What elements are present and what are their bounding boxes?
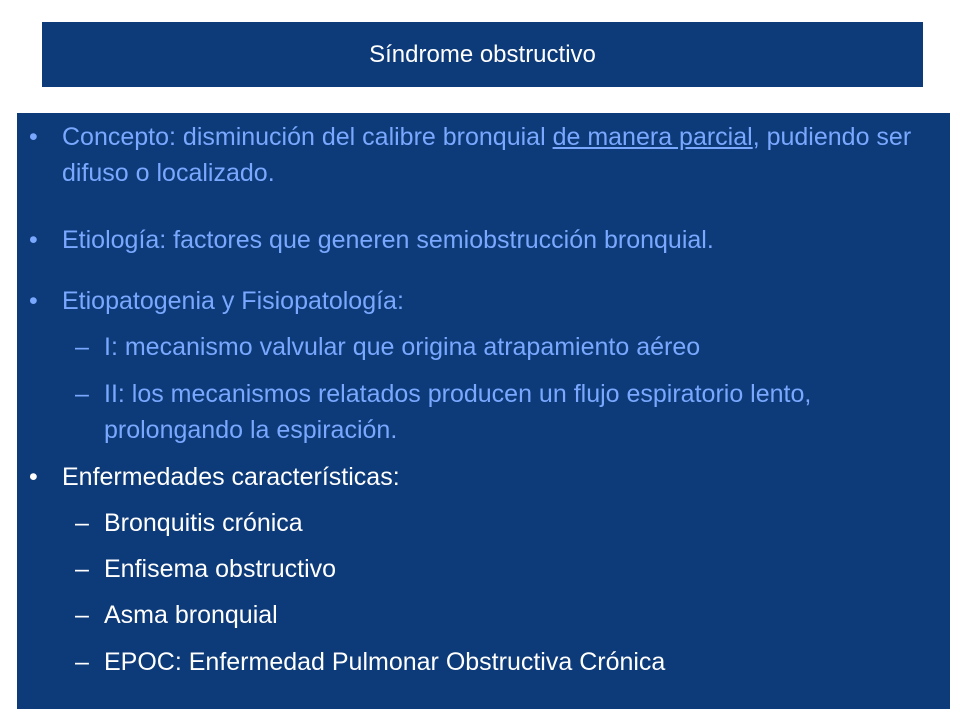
disease-item-enfisema	[17, 551, 932, 587]
disease-item-bronquitis	[17, 505, 932, 541]
concepto-underlined-text: de manera parcial	[552, 123, 753, 151]
dash-marker: –	[75, 333, 89, 361]
slide-title: Síndrome obstructivo	[369, 40, 596, 68]
dash-marker: –	[75, 648, 89, 676]
sub-bullet-I	[17, 329, 932, 365]
bullet-marker: •	[29, 463, 38, 491]
disease-item-text: Asma bronquial	[104, 601, 278, 629]
bullet-etiologia	[17, 222, 932, 258]
bullet-marker: •	[29, 123, 38, 151]
disease-item-asma	[17, 597, 932, 633]
sub-bullet-II	[17, 376, 932, 448]
bullet-marker: •	[29, 287, 38, 315]
bullet-etiologia-text: Etiología: factores que generen semiobstrucción bronquial.	[62, 226, 714, 254]
disease-item-text: EPOC: Enfermedad Pulmonar Obstructiva Crónica	[104, 648, 666, 676]
bullet-marker: •	[29, 226, 38, 254]
disease-item-text: Enfisema obstructivo	[104, 555, 337, 583]
disease-item-text: Bronquitis crónica	[104, 509, 303, 537]
concepto-text-end: , pudiendo ser difuso o localizado.	[62, 123, 912, 187]
dash-marker: –	[75, 380, 89, 408]
bullet-etiopatogenia-text: Etiopatogenia y Fisiopatología:	[62, 287, 404, 315]
dash-marker: –	[75, 509, 89, 537]
content-panel	[17, 113, 950, 709]
disease-item-epoc	[17, 644, 932, 680]
concepto-text-start: Concepto: disminución del calibre bronquial	[62, 123, 553, 151]
dash-marker: –	[75, 555, 89, 583]
bullet-enfermedades-text: Enfermedades características:	[62, 463, 400, 491]
bullet-enfermedades	[17, 459, 932, 495]
slide-title-bar	[42, 22, 923, 87]
sub-bullet-II-text: II: los mecanismos relatados producen un flujo espiratorio lento, prolongando la espiración.	[104, 380, 812, 444]
bullet-concepto-text	[62, 119, 932, 191]
bullet-etiopatogenia	[17, 283, 932, 319]
sub-bullet-I-text: I: mecanismo valvular que origina atrapamiento aéreo	[104, 333, 701, 361]
dash-marker: –	[75, 601, 89, 629]
bullet-concepto	[17, 119, 932, 191]
